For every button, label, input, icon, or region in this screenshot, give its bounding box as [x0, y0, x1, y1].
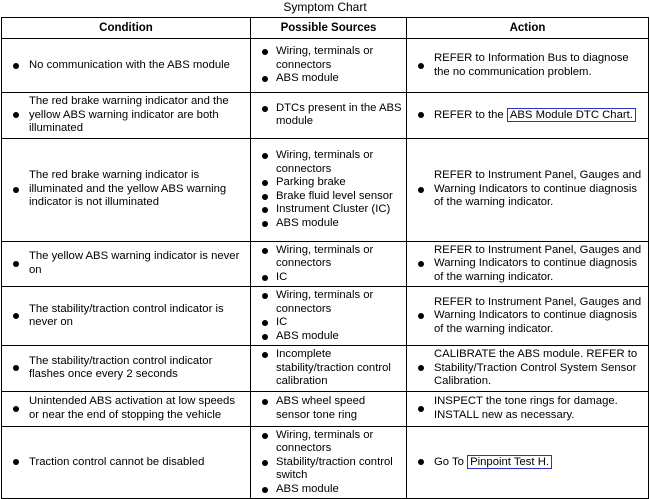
condition-text: The red brake warning indicator and the yellow ABS warning indicator are both illuminated	[29, 95, 229, 134]
sources-cell	[251, 93, 407, 139]
condition-cell	[2, 138, 251, 241]
action-cell	[407, 287, 649, 346]
sources-cell	[251, 39, 407, 93]
bullet-icon	[13, 459, 19, 465]
source-item: Wiring, terminals or connectors	[251, 149, 402, 176]
source-item: Incomplete stability/traction control calibration	[251, 348, 402, 389]
condition-cell	[2, 39, 251, 93]
condition-cell	[2, 346, 251, 392]
condition-text: The stability/traction control indicator flashes once every 2 seconds	[29, 354, 213, 381]
action-text: Go To	[434, 455, 468, 468]
table-row	[2, 287, 649, 346]
bullet-icon	[418, 459, 424, 465]
bullet-icon	[418, 187, 424, 193]
action-link[interactable]: Pinpoint Test H.	[467, 455, 552, 469]
page-title: Symptom Chart	[283, 0, 367, 14]
sources-cell	[251, 426, 407, 499]
table-row	[2, 391, 649, 426]
bullet-icon	[13, 313, 19, 319]
action-content	[407, 107, 648, 125]
source-item: ABS module	[251, 483, 402, 497]
condition-text: The yellow ABS warning indicator is never on	[29, 250, 240, 276]
bullet-icon	[13, 112, 19, 118]
action-cell	[407, 241, 649, 287]
condition-cell	[2, 241, 251, 287]
condition-content	[2, 57, 250, 75]
sources-cell	[251, 287, 407, 346]
source-item: Brake fluid level sensor	[251, 190, 402, 204]
source-item: Stability/traction control switch	[251, 456, 402, 483]
sources-cell	[251, 346, 407, 392]
sources-list	[251, 393, 406, 424]
bullet-icon	[418, 261, 424, 267]
sources-list	[251, 346, 406, 391]
action-text: REFER to Information Bus to diagnose the no communication problem.	[434, 52, 629, 78]
action-content	[407, 242, 648, 287]
symptom-table	[1, 17, 649, 499]
bullet-icon	[13, 63, 19, 69]
source-item: DTCs present in the ABS module	[251, 102, 402, 129]
sources-list	[251, 100, 406, 131]
action-cell	[407, 346, 649, 392]
sources-list	[251, 427, 406, 499]
action-cell	[407, 138, 649, 241]
action-text: INSPECT the tone rings for damage. INSTALL new as necessary.	[434, 395, 618, 421]
source-item: Wiring, terminals or connectors	[251, 289, 402, 316]
condition-content	[2, 167, 250, 212]
condition-text: No communication with the ABS module	[29, 58, 230, 71]
bullet-icon	[418, 313, 424, 319]
bullet-icon	[418, 365, 424, 371]
sources-list	[251, 147, 406, 232]
bullet-icon	[418, 112, 424, 118]
source-item: Wiring, terminals or connectors	[251, 244, 402, 271]
condition-content	[2, 301, 250, 332]
condition-content	[2, 393, 250, 424]
source-item: Instrument Cluster (IC)	[251, 203, 402, 217]
condition-text: The red brake warning indicator is illuminated and the yellow ABS warning indicator is not illuminated	[29, 169, 227, 209]
condition-content	[2, 248, 250, 279]
sources-cell	[251, 138, 407, 241]
bullet-icon	[13, 406, 19, 412]
table-header-row	[2, 18, 649, 39]
condition-content	[2, 454, 250, 472]
sources-cell	[251, 391, 407, 426]
header-condition: Condition	[2, 18, 251, 39]
action-cell	[407, 426, 649, 499]
action-text: REFER to Instrument Panel, Gauges and Warning Indicators to continue diagnosis of the warning indicator.	[434, 295, 642, 335]
action-cell	[407, 39, 649, 93]
source-item: ABS module	[251, 217, 402, 231]
condition-text: Unintended ABS activation at low speeds or near the end of stopping the vehicle	[29, 395, 235, 421]
table-row	[2, 138, 649, 241]
table-row	[2, 39, 649, 93]
action-cell	[407, 391, 649, 426]
condition-cell	[2, 391, 251, 426]
source-item: IC	[251, 316, 402, 330]
table-row	[2, 346, 649, 392]
action-content	[407, 50, 648, 81]
source-item: Wiring, terminals or connectors	[251, 429, 402, 456]
sources-cell	[251, 241, 407, 287]
sources-list	[251, 242, 406, 287]
action-text: REFER to Instrument Panel, Gauges and Warning Indicators to continue diagnosis of the warning indicator.	[434, 169, 642, 209]
action-cell	[407, 93, 649, 139]
action-text: CALIBRATE the ABS module. REFER to Stability/Traction Control System Sensor Calibration.	[434, 348, 638, 387]
table-row	[2, 241, 649, 287]
bullet-icon	[13, 187, 19, 193]
condition-cell	[2, 287, 251, 346]
header-action: Action	[407, 18, 649, 39]
source-item: Wiring, terminals or connectors	[251, 45, 402, 72]
source-item: ABS wheel speed sensor tone ring	[251, 395, 402, 422]
condition-text: Traction control cannot be disabled	[29, 455, 205, 468]
sources-list	[251, 287, 406, 345]
condition-content	[2, 353, 250, 384]
bullet-icon	[13, 261, 19, 267]
bullet-icon	[418, 406, 424, 412]
source-item: Parking brake	[251, 176, 402, 190]
action-content	[407, 167, 648, 212]
action-content	[407, 294, 648, 339]
header-possible-sources: Possible Sources	[251, 18, 407, 39]
action-text: REFER to the	[434, 108, 507, 121]
bullet-icon	[13, 365, 19, 371]
condition-text: The stability/traction control indicator is never on	[29, 302, 224, 328]
condition-cell	[2, 426, 251, 499]
bullet-icon	[418, 63, 424, 69]
source-item: ABS module	[251, 72, 402, 86]
table-row	[2, 426, 649, 499]
action-text: REFER to Instrument Panel, Gauges and Warning Indicators to continue diagnosis of the warning indicator.	[434, 243, 642, 283]
table-row	[2, 93, 649, 139]
source-item: IC	[251, 271, 402, 285]
action-content	[407, 393, 648, 424]
source-item: ABS module	[251, 330, 402, 344]
action-content	[407, 346, 648, 391]
condition-content	[2, 93, 250, 138]
action-link[interactable]: ABS Module DTC Chart.	[507, 108, 636, 122]
action-content	[407, 454, 648, 472]
condition-cell	[2, 93, 251, 139]
sources-list	[251, 43, 406, 88]
